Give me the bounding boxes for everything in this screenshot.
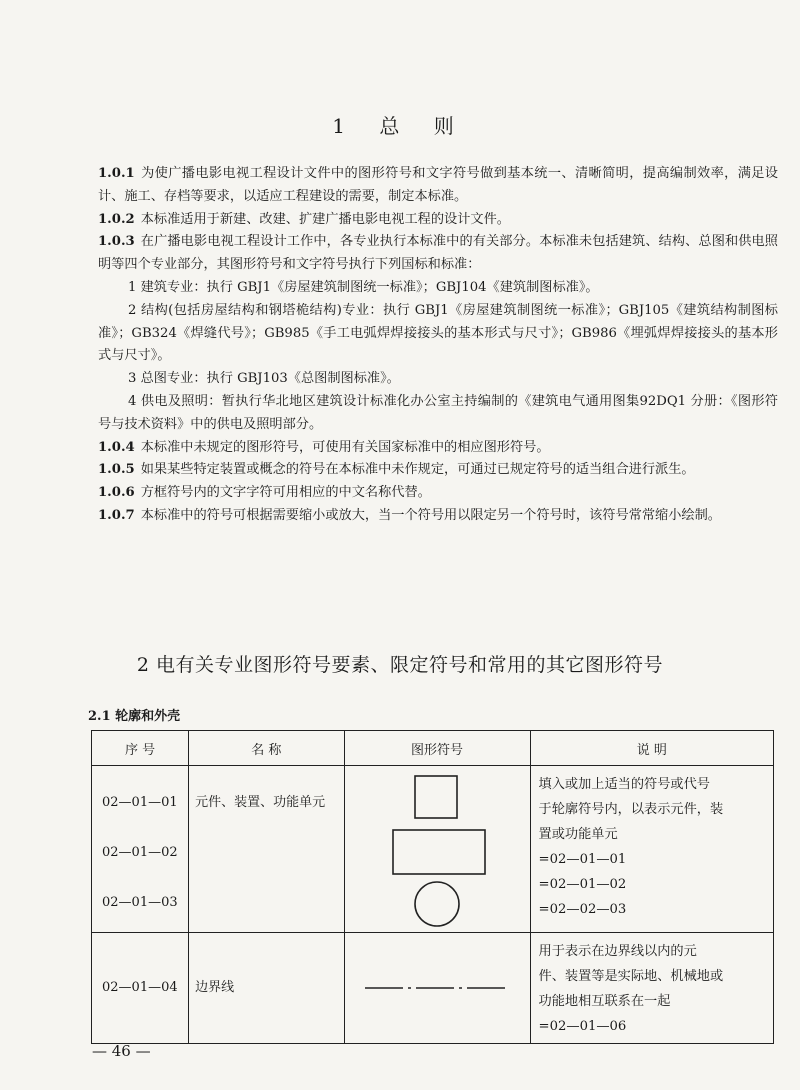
table-row xyxy=(92,933,774,1044)
paragraph-1-0-7: 1.0.7 本标准中的符号可根据需要缩小或放大，当一个符号用以限定另一个符号时，该符号常常缩小绘制。 xyxy=(98,507,721,523)
symbol-cell xyxy=(344,933,530,1044)
paragraph-1-0-3: 1.0.3 在广播电影电视工程设计工作中，各专业执行本标准中的有关部分。本标准未包括建筑、结构、总图和供电照明等四个专业部分，其图形符号和文字符号执行下列国标和标准： xyxy=(98,234,778,273)
paragraph-1-0-1: 1.0.1 为使广播电影电视工程设计文件中的图形符号和文字符号做到基本统一、清晰简明，提高编制效率，满足设计、施工、存档等要求，以适应工程建设的需要，制定本标准。 xyxy=(98,166,778,204)
list-item-architecture: 1 建筑专业：执行 GBJ1《房屋建筑制图统一标准》；GBJ104《建筑制图标准》。 xyxy=(128,279,599,295)
section-2-1-heading: 2.1 轮廓和外壳 xyxy=(88,709,181,724)
description-ref: =02—01—06 xyxy=(538,1019,627,1034)
description-line: 件、装置等是实际地、机械地或 xyxy=(538,969,724,984)
chapter-1-title: 1 总 则 xyxy=(332,114,468,138)
paragraph-1-0-4: 1.0.4 本标准中未规定的图形符号，可使用有关国家标准中的相应图形符号。 xyxy=(98,439,550,455)
serial-02-01-01: 02—01—01 xyxy=(102,795,178,810)
paragraph-1-0-2: 1.0.2 本标准适用于新建、改建、扩建广播电影电视工程的设计文件。 xyxy=(98,211,510,227)
description-ref: =02—01—02 xyxy=(538,877,627,892)
rectangle-outline-symbol xyxy=(393,830,485,874)
circle-outline-symbol xyxy=(415,882,459,926)
serial-02-01-04: 02—01—04 xyxy=(102,980,178,995)
list-item-structure: 2 结构(包括房屋结构和钢塔桅结构)专业：执行 GBJ1《房屋建筑制图统一标准》；GBJ105《建筑结构制图标准》；GB324《焊缝代号》；GB985《手工电弧焊焊接接头的基本形式与尺寸》；GB986《埋弧焊焊接接头的基本形式与尺寸》。 xyxy=(98,302,778,364)
description-line: 置或功能单元 xyxy=(538,827,618,842)
serial-cell xyxy=(92,766,189,933)
description-line: 功能地相互联系在一起 xyxy=(538,994,671,1009)
chapter-1-body xyxy=(98,163,778,528)
description-cell xyxy=(530,933,773,1044)
list-item-site-plan: 3 总图专业：执行 GBJ103《总图制图标准》。 xyxy=(128,371,400,387)
name-component-device: 元件、装置、功能单元 xyxy=(195,795,326,810)
description-line: 填入或加上适当的符号或代号 xyxy=(538,777,710,792)
name-cell xyxy=(189,933,344,1044)
boundary-line-symbol xyxy=(345,968,530,1008)
serial-02-01-03: 02—01—03 xyxy=(102,895,178,910)
symbol-table xyxy=(91,730,774,1044)
description-ref: =02—01—01 xyxy=(538,852,627,867)
table-row xyxy=(92,766,774,933)
description-line: 于轮廓符号内，以表示元件，装 xyxy=(538,802,724,817)
paragraph-1-0-6: 1.0.6 方框符号内的文字字符可用相应的中文名称代替。 xyxy=(98,485,431,501)
header-description: 说 明 xyxy=(530,731,773,766)
name-boundary-line: 边界线 xyxy=(195,980,235,995)
symbol-cell xyxy=(344,766,530,933)
header-symbol: 图形符号 xyxy=(344,731,530,766)
description-line: 用于表示在边界线以内的元 xyxy=(538,944,697,959)
name-cell xyxy=(189,766,344,933)
chapter-2-title: 2 电有关专业图形符号要素、限定符号和常用的其它图形符号 xyxy=(136,654,664,676)
paragraph-1-0-5: 1.0.5 如果某些特定装置或概念的符号在本标准中未作规定，可通过已规定符号的适当组合进行派生。 xyxy=(98,462,695,478)
header-name: 名 称 xyxy=(189,731,344,766)
square-outline-symbol xyxy=(415,776,457,818)
serial-cell xyxy=(92,933,189,1044)
table-header-row xyxy=(92,731,774,766)
description-ref: =02—02—03 xyxy=(538,902,627,917)
page-number: — 46 — xyxy=(92,1042,151,1060)
list-item-power-lighting: 4 供电及照明：暂执行华北地区建筑设计标准化办公室主持编制的《建筑电气通用图集92DQ1 分册：《图形符号与技术资料》中的供电及照明部分。 xyxy=(98,393,778,432)
serial-02-01-02: 02—01—02 xyxy=(102,845,178,860)
header-serial: 序 号 xyxy=(92,731,189,766)
outline-symbols xyxy=(345,766,530,932)
description-cell xyxy=(530,766,773,933)
